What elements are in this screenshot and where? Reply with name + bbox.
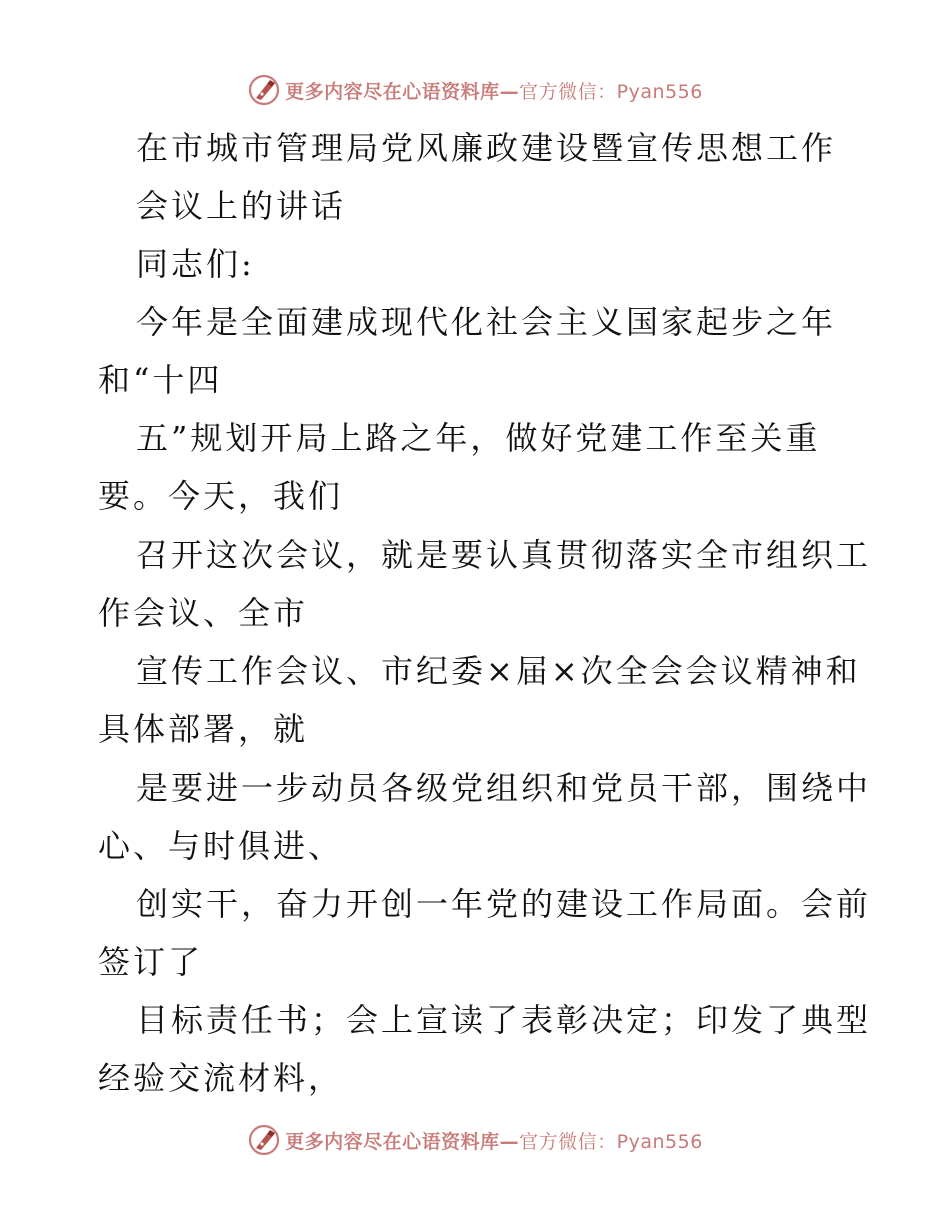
doc-salutation: 同志们: <box>136 245 255 283</box>
footer-site-text: 更多内容尽在心语资料库 <box>285 1130 500 1153</box>
doc-paragraph-line: 是要进一步动员各级党组织和党员干部，围绕中 <box>136 769 872 807</box>
pen-nib-icon <box>247 1123 281 1157</box>
doc-paragraph-line: 召开这次会议，就是要认真贯彻落实全市组织工 <box>136 536 872 574</box>
header-dash: — <box>499 80 520 103</box>
header-wechat-text: 官方微信：Pyan556 <box>519 80 703 103</box>
doc-paragraph-line: 目标责任书；会上宣读了表彰决定；印发了典型 <box>136 1001 872 1039</box>
doc-paragraph-line: 作会议、全市 <box>98 594 309 632</box>
doc-paragraph-line: 创实干，奋力开创一年党的建设工作局面。会前 <box>136 885 872 923</box>
doc-title-line-1: 在市城市管理局党风廉政建设暨宣传思想工作 <box>136 129 837 167</box>
pen-nib-icon <box>247 73 281 107</box>
footer-watermark-banner <box>0 1120 950 1160</box>
doc-paragraph-line: 要。今天，我们 <box>98 477 344 515</box>
doc-title-line-2: 会议上的讲话 <box>136 187 347 225</box>
header-banner-text <box>285 77 703 104</box>
doc-paragraph-line: 五”规划开局上路之年，做好党建工作至关重 <box>136 419 821 457</box>
footer-banner-text <box>285 1127 703 1154</box>
doc-paragraph-line: 经验交流材料， <box>98 1059 344 1097</box>
doc-paragraph-line: 签订了 <box>98 943 204 981</box>
footer-dash: — <box>499 1130 520 1153</box>
doc-paragraph-line: 心、与时俱进、 <box>98 827 344 865</box>
header-watermark-banner <box>0 70 950 110</box>
doc-paragraph-line: 具体部署，就 <box>98 710 309 748</box>
footer-wechat-text: 官方微信：Pyan556 <box>519 1130 703 1153</box>
doc-paragraph-line: 宣传工作会议、市纪委×届×次全会会议精神和 <box>136 652 861 690</box>
header-site-text: 更多内容尽在心语资料库 <box>285 80 500 103</box>
doc-paragraph-line: 今年是全面建成现代化社会主义国家起步之年 <box>136 303 837 341</box>
doc-paragraph-line: 和“十四 <box>98 361 223 399</box>
